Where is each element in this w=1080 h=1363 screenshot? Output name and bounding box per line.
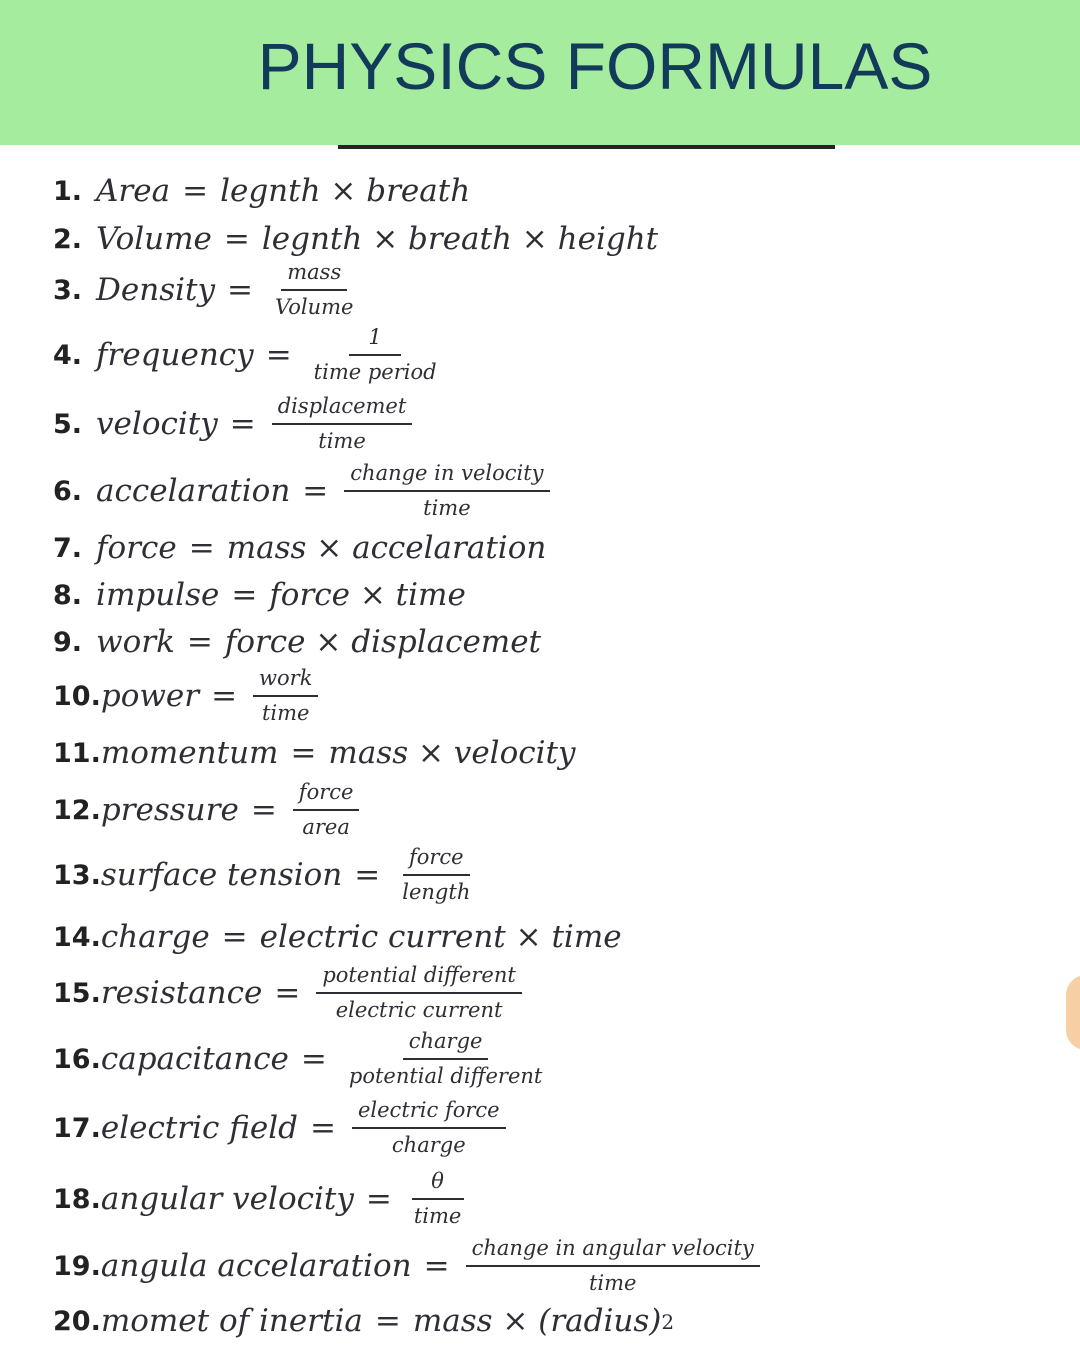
formula-lhs: power — [100, 677, 200, 714]
formula-12 — [53, 782, 359, 838]
formula-number: 4. — [53, 339, 83, 371]
fraction-numerator: force — [293, 782, 360, 811]
formula-number: 1. — [53, 176, 83, 207]
equals-sign: = — [423, 1247, 450, 1284]
formula-4 — [53, 327, 443, 383]
formula-lhs: momet of inertia — [100, 1303, 363, 1339]
formula-number: 12. — [53, 794, 101, 826]
formula-number: 18. — [53, 1183, 101, 1215]
formula-rhs: legnth × breath × height — [261, 221, 659, 257]
fraction-denominator: time — [261, 701, 310, 725]
formula-13 — [53, 847, 476, 903]
fraction-numerator: charge — [403, 1031, 489, 1060]
fraction-numerator: potential different — [316, 965, 521, 994]
equals-sign: = — [250, 791, 277, 828]
formula-7 — [53, 530, 547, 566]
fraction — [316, 965, 521, 1021]
equals-sign: = — [374, 1303, 401, 1339]
formula-rhs: electric current × time — [259, 919, 622, 955]
fraction-denominator: potential different — [348, 1064, 543, 1088]
equals-sign: = — [302, 472, 329, 509]
fraction-numerator: displacemet — [272, 396, 413, 425]
formula-lhs: surface tension — [100, 856, 343, 893]
fraction — [466, 1238, 760, 1294]
formula-14 — [53, 919, 622, 955]
formula-number: 7. — [53, 533, 83, 564]
equals-sign: = — [211, 677, 238, 714]
formula-rhs: force × time — [269, 577, 466, 613]
formula-20 — [53, 1303, 675, 1339]
fraction-denominator: time period — [313, 360, 437, 384]
fraction-numerator: change in velocity — [344, 463, 549, 492]
fraction-numerator: change in angular velocity — [466, 1238, 760, 1267]
formula-lhs: Volume — [96, 221, 212, 257]
formula-lhs: capacitance — [100, 1040, 289, 1077]
side-tab — [1066, 975, 1080, 1050]
equals-sign: = — [354, 856, 381, 893]
formula-number: 20. — [53, 1306, 101, 1337]
equals-sign: = — [365, 1180, 392, 1217]
formula-lhs: electric field — [100, 1109, 298, 1146]
fraction-denominator: length — [402, 880, 471, 904]
formula-lhs: pressure — [100, 791, 239, 828]
formula-8 — [53, 577, 466, 613]
fraction — [308, 327, 443, 383]
formula-number: 10. — [53, 680, 101, 712]
formula-19 — [53, 1238, 760, 1294]
formula-5 — [53, 396, 412, 452]
equals-sign: = — [274, 974, 301, 1011]
fraction-denominator: charge — [391, 1133, 466, 1157]
formula-lhs: frequency — [96, 336, 254, 373]
formula-number: 2. — [53, 224, 83, 255]
formula-number: 16. — [53, 1043, 101, 1075]
formula-number: 15. — [53, 977, 101, 1009]
equals-sign: = — [223, 221, 250, 257]
fraction — [408, 1171, 468, 1227]
formula-lhs: accelaration — [96, 472, 291, 509]
equals-sign: = — [186, 624, 213, 660]
fraction-numerator: θ — [412, 1171, 464, 1200]
formula-lhs: angular velocity — [100, 1180, 354, 1217]
formula-number: 14. — [53, 922, 101, 953]
formula-15 — [53, 965, 522, 1021]
equals-sign: = — [182, 173, 209, 209]
fraction — [253, 668, 318, 724]
fraction-denominator: time — [588, 1271, 637, 1295]
exponent: 2 — [661, 1309, 675, 1334]
fraction-numerator: electric force — [352, 1100, 506, 1129]
formula-lhs: velocity — [96, 405, 218, 442]
equals-sign: = — [229, 405, 256, 442]
formula-number: 8. — [53, 580, 83, 611]
equals-sign: = — [310, 1109, 336, 1146]
fraction-numerator: 1 — [349, 327, 401, 356]
fraction-denominator: area — [302, 815, 350, 839]
formula-rhs: mass × accelaration — [226, 530, 547, 566]
fraction — [343, 1031, 548, 1087]
formula-16 — [53, 1031, 548, 1087]
formula-number: 13. — [53, 859, 101, 891]
formula-lhs: Density — [96, 271, 216, 308]
equals-sign: = — [300, 1040, 327, 1077]
title-underline — [338, 145, 835, 149]
equals-sign: = — [188, 530, 215, 566]
fraction — [272, 396, 413, 452]
fraction — [293, 782, 360, 838]
page-title: PHYSICS FORMULAS — [257, 29, 933, 103]
formula-rhs: legnth × breath — [220, 173, 471, 209]
formula-number: 17. — [53, 1112, 101, 1144]
equals-sign: = — [227, 271, 253, 308]
formula-6 — [53, 463, 550, 519]
formula-9 — [53, 624, 542, 660]
fraction — [344, 463, 549, 519]
fraction-denominator: time — [413, 1204, 462, 1228]
formula-number: 5. — [53, 408, 83, 440]
formula-number: 6. — [53, 475, 83, 507]
fraction-numerator: mass — [281, 262, 347, 291]
formula-number: 11. — [53, 738, 101, 769]
formula-lhs: angula accelaration — [100, 1247, 412, 1284]
formula-2 — [53, 221, 659, 257]
formula-rhs: force × displacemet — [224, 624, 542, 660]
formula-number: 9. — [53, 627, 83, 658]
formula-lhs: momentum — [100, 735, 279, 771]
formula-3 — [53, 262, 359, 318]
formula-11 — [53, 735, 576, 771]
formula-lhs: work — [96, 624, 175, 660]
formula-number: 3. — [53, 274, 83, 306]
fraction-denominator: Volume — [275, 295, 354, 319]
fraction-numerator: work — [253, 668, 318, 697]
equals-sign: = — [265, 336, 292, 373]
fraction — [396, 847, 476, 903]
fraction — [352, 1100, 506, 1156]
formula-17 — [53, 1100, 506, 1156]
fraction-numerator: force — [403, 847, 470, 876]
fraction-denominator: electric current — [335, 998, 503, 1022]
formula-lhs: resistance — [100, 974, 263, 1011]
formula-1 — [53, 173, 471, 209]
formula-rhs: mass × (radius) — [412, 1303, 662, 1339]
fraction — [269, 262, 359, 318]
equals-sign: = — [221, 919, 248, 955]
fraction-denominator: time — [318, 429, 366, 453]
fraction-denominator: time — [423, 496, 471, 520]
formula-number: 19. — [53, 1250, 101, 1282]
formula-lhs: charge — [100, 919, 210, 955]
formula-18 — [53, 1171, 467, 1227]
formula-lhs: force — [96, 530, 177, 566]
equals-sign: = — [231, 577, 258, 613]
formula-lhs: impulse — [96, 577, 220, 613]
equals-sign: = — [290, 735, 317, 771]
formula-rhs: mass × velocity — [328, 735, 576, 771]
formula-10 — [53, 668, 318, 724]
formula-lhs: Area — [96, 173, 171, 209]
